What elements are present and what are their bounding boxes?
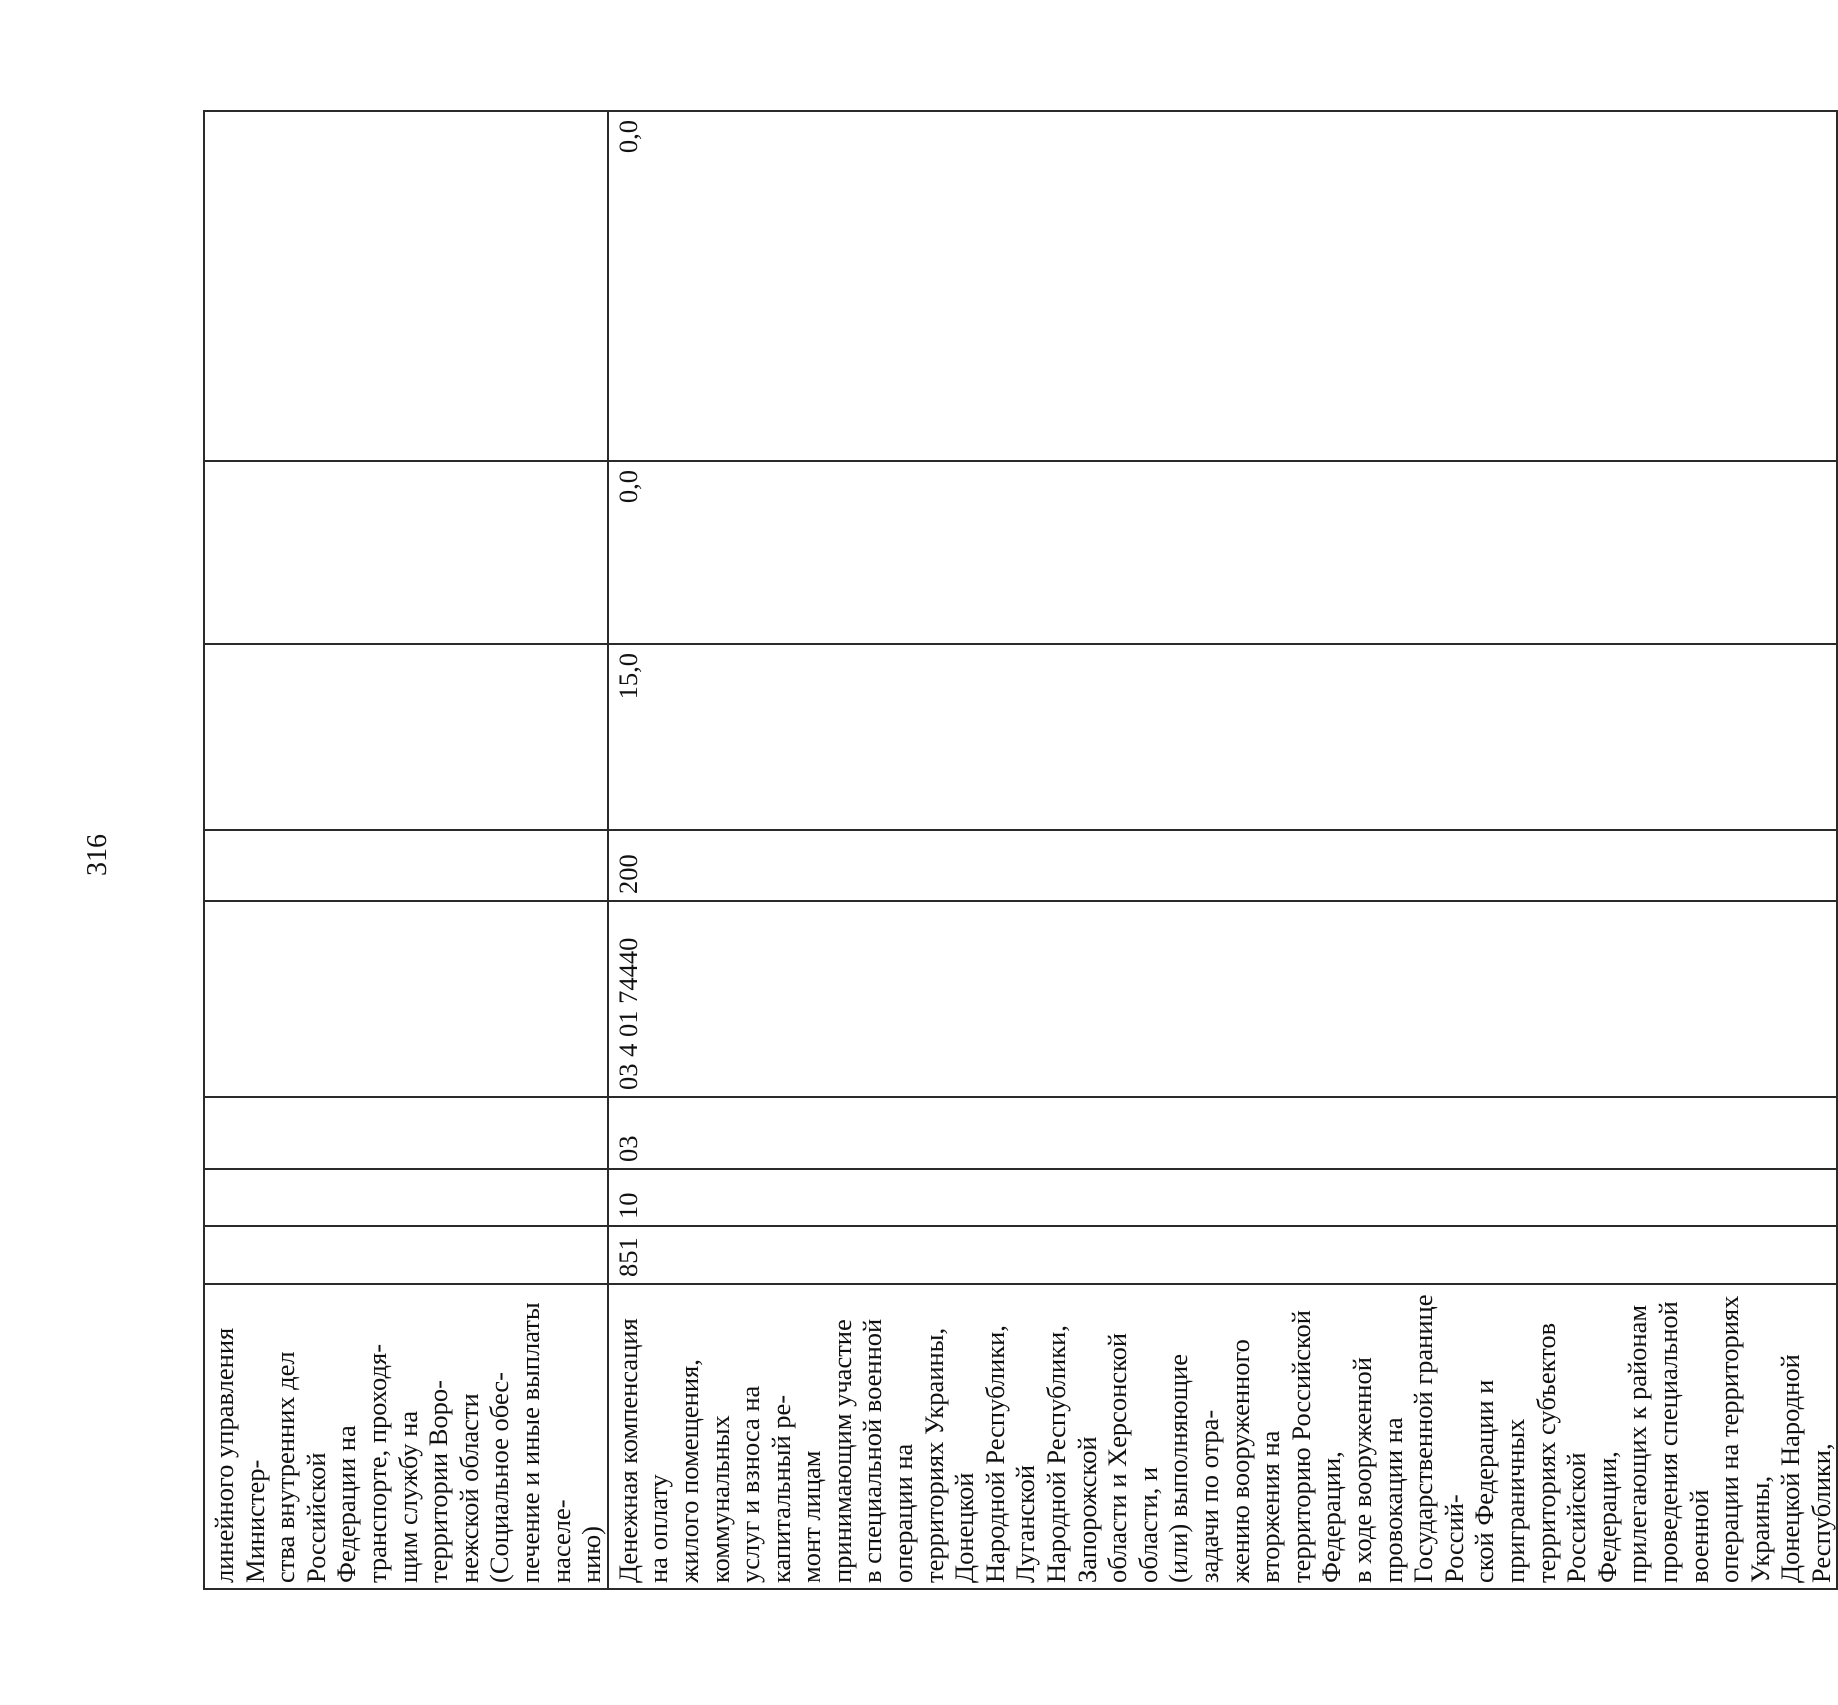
year3-amount-cell: 0,0 — [608, 111, 1838, 461]
table-row — [204, 111, 608, 1589]
budget-table — [203, 110, 1838, 1590]
target-article-cell: 03 4 01 74440 — [608, 901, 1838, 1097]
subsection-cell: 03 — [608, 1097, 1838, 1169]
grbs-cell: 851 — [608, 1226, 1838, 1284]
row-description-cell: Денежная компенсация на оплату жилого помещения, коммунальных услуг и взноса на капитальный ре- монт лицам принимающим участие в специальной военной операции на территориях Украины, Донецкой Народной Республики, Луганской Народной Республики, Запорожской области и Херсонской области, и (или) выполняющие задачи по отра- жению вооруженного вторжения на территорию Российской Федерации, в ходе вооруженной провокации на Государственной границе Россий- ской Федерации и приграничных территориях субъектов Российской Федерации, прилегающих к районам проведения специальной военной операции на территориях Украины, Донецкой Народной Республики, — [608, 1284, 1838, 1589]
section-cell: 10 — [608, 1169, 1838, 1226]
page-number: 316 — [82, 834, 113, 876]
rotated-sheet — [203, 112, 1836, 1590]
year2-amount-cell: 0,0 — [608, 461, 1838, 644]
target-article-cell — [204, 901, 608, 1097]
expense-type-cell: 200 — [608, 830, 1838, 901]
grbs-cell — [204, 1226, 608, 1284]
year3-amount-cell — [204, 111, 608, 461]
subsection-cell — [204, 1097, 608, 1169]
row-description-cell: линейного управления Министер- ства внутренних дел Российской Федерации на транспорте, проходя- щим службу на территории Воро- нежской области (Социальное обес- печение и иные выплаты населе- нию) — [204, 1284, 608, 1589]
year1-amount-cell — [204, 644, 608, 830]
year2-amount-cell — [204, 461, 608, 644]
expense-type-cell — [204, 830, 608, 901]
section-cell — [204, 1169, 608, 1226]
year1-amount-cell: 15,0 — [608, 644, 1838, 830]
table-row — [608, 111, 1838, 1589]
